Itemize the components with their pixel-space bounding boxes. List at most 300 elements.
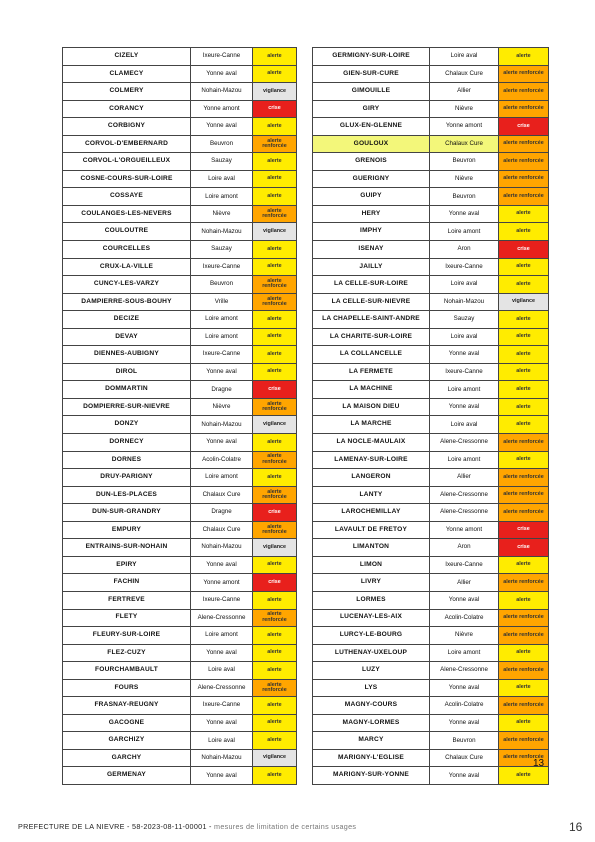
alert-level: vigilance [253,416,297,434]
commune-name: LAVAULT DE FRETOY [313,521,430,539]
table-row [63,469,297,487]
table-row [63,293,297,311]
alert-level: alerte [253,591,297,609]
basin-name: Ixeure-Canne [430,556,499,574]
commune-name: LA CHAPELLE-SAINT-ANDRE [313,311,430,329]
alert-level: alerte [253,153,297,171]
table-row [63,276,297,294]
table-row [63,398,297,416]
alert-level: alerte [253,258,297,276]
basin-name: Dragne [191,381,253,399]
alert-level: crise [253,381,297,399]
alert-level: crise [499,118,549,136]
commune-name: LA MARCHE [313,416,430,434]
commune-name: LA CELLE-SUR-LOIRE [313,276,430,294]
commune-name: CLAMECY [63,65,191,83]
commune-name: LA MACHINE [313,381,430,399]
alert-level: alerte renforcée [253,135,297,153]
table-row [313,170,549,188]
basin-name: Nièvre [430,627,499,645]
page-number: 13 [533,758,545,769]
table-row [313,346,549,364]
table-row [313,153,549,171]
commune-name: CORANCY [63,100,191,118]
commune-name: MARCY [313,732,430,750]
commune-name: DIENNES-AUBIGNY [63,346,191,364]
basin-name: Yonne amont [430,118,499,136]
table-row [63,170,297,188]
basin-name: Loire aval [430,328,499,346]
alert-level: alerte renforcée [499,504,549,522]
table-row [313,100,549,118]
commune-name: MARIGNY-SUR-YONNE [313,767,430,785]
basin-name: Nièvre [430,170,499,188]
alert-level: alerte [253,662,297,680]
alert-level: vigilance [253,223,297,241]
basin-name: Nièvre [191,398,253,416]
basin-name: Yonne aval [191,556,253,574]
commune-name: LAROCHEMILLAY [313,504,430,522]
table-row [63,258,297,276]
basin-name: Acolin-Colatre [430,609,499,627]
alert-level: alerte [499,311,549,329]
alert-level: alerte renforcée [499,100,549,118]
basin-name: Loire aval [191,732,253,750]
basin-name: Nohain-Mazou [430,293,499,311]
table-row [63,539,297,557]
commune-name: LIMANTON [313,539,430,557]
alert-level: alerte [253,346,297,364]
alert-level: alerte [499,381,549,399]
commune-name: LAMENAY-SUR-LOIRE [313,451,430,469]
basin-name: Aron [430,539,499,557]
basin-name: Acolin-Colatre [430,697,499,715]
table-row [63,135,297,153]
basin-name: Yonne aval [191,714,253,732]
alert-level: alerte renforcée [499,170,549,188]
commune-name: LA COLLANCELLE [313,346,430,364]
basin-name: Beuvron [430,732,499,750]
table-row [313,416,549,434]
alert-level: alerte [499,714,549,732]
basin-name: Beuvron [191,135,253,153]
basin-name: Alene-Cressonne [191,679,253,697]
alert-level: alerte renforcée [253,451,297,469]
basin-name: Yonne aval [191,767,253,785]
commune-name: DRUY-PARIGNY [63,469,191,487]
basin-name: Dragne [191,504,253,522]
commune-name: GUIPY [313,188,430,206]
table-row [313,486,549,504]
table-row [63,65,297,83]
basin-name: Yonne aval [430,714,499,732]
alert-level: alerte [253,714,297,732]
alert-level: crise [253,100,297,118]
table-row [313,48,549,66]
basin-name: Allier [430,83,499,101]
table-row [313,451,549,469]
alert-level: alerte renforcée [499,83,549,101]
commune-name: MAGNY-LORMES [313,714,430,732]
table-row [313,135,549,153]
table-row [63,363,297,381]
commune-table-right [312,47,549,785]
commune-name: CORVOL-D'EMBERNARD [63,135,191,153]
commune-name: LUTHENAY-UXELOUP [313,644,430,662]
table-row [313,65,549,83]
table-row [313,223,549,241]
basin-name: Alene-Cressonne [430,434,499,452]
basin-name: Nohain-Mazou [191,416,253,434]
basin-name: Alene-Cressonne [430,504,499,522]
alert-level: alerte renforcée [253,486,297,504]
alert-level: alerte renforcée [499,135,549,153]
table-row [63,346,297,364]
alert-level: alerte renforcée [499,486,549,504]
basin-name: Loire amont [191,627,253,645]
basin-name: Ixeure-Canne [430,363,499,381]
basin-name: Ixeure-Canne [191,346,253,364]
commune-name: JAILLY [313,258,430,276]
basin-name: Beuvron [430,188,499,206]
basin-name: Alene-Cressonne [430,486,499,504]
basin-name: Sauzay [430,311,499,329]
commune-name: GERMENAY [63,767,191,785]
alert-level: alerte [253,644,297,662]
commune-name: GIMOUILLE [313,83,430,101]
commune-name: CORBIGNY [63,118,191,136]
footer-main: PREFECTURE DE LA NIEVRE - 58-2023-08-11-00001 - [18,822,215,831]
table-row [63,381,297,399]
commune-name: LIVRY [313,574,430,592]
alert-level: alerte renforcée [499,469,549,487]
alert-level: alerte [499,679,549,697]
alert-level: alerte renforcée [253,205,297,223]
table-row [63,416,297,434]
alert-level: alerte [253,697,297,715]
table-row [313,749,549,767]
basin-name: Loire amont [430,644,499,662]
basin-name: Nohain-Mazou [191,83,253,101]
commune-name: LA FERMETE [313,363,430,381]
commune-name: GRENOIS [313,153,430,171]
table-row [63,521,297,539]
table-row [63,767,297,785]
commune-name: EMPURY [63,521,191,539]
alert-level: alerte [499,328,549,346]
basin-name: Loire amont [191,328,253,346]
commune-name: LURCY-LE-BOURG [313,627,430,645]
basin-name: Yonne amont [430,521,499,539]
commune-name: GUERIGNY [313,170,430,188]
commune-name: COSSAYE [63,188,191,206]
table-row [313,539,549,557]
table-row [63,697,297,715]
basin-name: Allier [430,469,499,487]
footer-sub: mesures de limitation de certains usages [214,822,357,831]
alert-level: alerte renforcée [253,398,297,416]
commune-name: GIEN-SUR-CURE [313,65,430,83]
table-row [63,223,297,241]
commune-name: DUN-SUR-GRANDRY [63,504,191,522]
table-row [313,697,549,715]
basin-name: Loire amont [430,451,499,469]
table-row [313,627,549,645]
table-row [63,486,297,504]
commune-name: LANTY [313,486,430,504]
basin-name: Yonne aval [430,346,499,364]
alert-level: alerte renforcée [499,609,549,627]
commune-name: DOMPIERRE-SUR-NIEVRE [63,398,191,416]
table-row [313,381,549,399]
basin-name: Nièvre [430,100,499,118]
basin-name: Loire amont [191,469,253,487]
alert-level: alerte [499,258,549,276]
basin-name: Beuvron [191,276,253,294]
basin-name: Ixeure-Canne [191,697,253,715]
table-row [313,188,549,206]
commune-name: DORNES [63,451,191,469]
commune-name: COSNE-COURS-SUR-LOIRE [63,170,191,188]
table-row [63,48,297,66]
table-row [313,504,549,522]
alert-level: alerte renforcée [253,679,297,697]
table-row [313,363,549,381]
alert-level: alerte [499,363,549,381]
commune-name: COURCELLES [63,241,191,259]
table-row [313,556,549,574]
commune-name: LA CELLE-SUR-NIEVRE [313,293,430,311]
table-row [313,311,549,329]
alert-level: alerte [499,556,549,574]
table-row [63,100,297,118]
table-row [313,469,549,487]
basin-name: Alene-Cressonne [430,662,499,680]
table-row [63,732,297,750]
commune-name: EPIRY [63,556,191,574]
commune-name: FACHIN [63,574,191,592]
table-row [313,521,549,539]
footer-text [18,822,356,831]
basin-name: Loire amont [430,223,499,241]
basin-name: Chalaux Cure [430,749,499,767]
basin-name: Ixeure-Canne [191,48,253,66]
alert-level: alerte [499,223,549,241]
alert-level: vigilance [253,749,297,767]
basin-name: Chalaux Cure [191,486,253,504]
commune-name: GARCHY [63,749,191,767]
basin-name: Yonne aval [191,434,253,452]
table-row [63,591,297,609]
commune-name: DAMPIERRE-SOUS-BOUHY [63,293,191,311]
alert-level: alerte [253,627,297,645]
commune-name: FERTREVE [63,591,191,609]
table-row [63,83,297,101]
alert-level: alerte renforcée [253,609,297,627]
table-row [63,574,297,592]
basin-name: Ixeure-Canne [191,591,253,609]
table-row [63,556,297,574]
basin-name: Nièvre [191,205,253,223]
basin-name: Loire amont [191,188,253,206]
alert-level: alerte renforcée [499,188,549,206]
table-row [313,644,549,662]
alert-level: alerte [253,48,297,66]
table-row [313,241,549,259]
commune-name: DEVAY [63,328,191,346]
basin-name: Loire amont [430,381,499,399]
table-row [63,609,297,627]
basin-name: Yonne aval [430,205,499,223]
basin-name: Aron [430,241,499,259]
commune-name: FRASNAY-REUGNY [63,697,191,715]
alert-level: alerte renforcée [253,521,297,539]
table-row [313,662,549,680]
commune-name: CIZELY [63,48,191,66]
table-row [313,767,549,785]
basin-name: Yonne amont [191,100,253,118]
basin-name: Yonne aval [191,118,253,136]
commune-name: DONZY [63,416,191,434]
table-row [313,83,549,101]
alert-level: alerte renforcée [499,153,549,171]
table-row [313,434,549,452]
commune-name: IMPHY [313,223,430,241]
table-row [63,241,297,259]
commune-name: LYS [313,679,430,697]
table-row [313,118,549,136]
commune-name: MAGNY-COURS [313,697,430,715]
alert-level: alerte renforcée [499,697,549,715]
table-row [313,732,549,750]
alert-level: alerte [499,346,549,364]
basin-name: Yonne aval [191,363,253,381]
alert-level: alerte [253,118,297,136]
commune-name: GERMIGNY-SUR-LOIRE [313,48,430,66]
alert-level: alerte renforcée [499,434,549,452]
basin-name: Allier [430,574,499,592]
alert-level: alerte [253,311,297,329]
commune-name: LUZY [313,662,430,680]
basin-name: Loire aval [430,48,499,66]
basin-name: Yonne aval [191,65,253,83]
alert-level: alerte [499,767,549,785]
alert-level: crise [499,241,549,259]
alert-level: alerte [253,556,297,574]
table-row [313,205,549,223]
alert-level: alerte [253,328,297,346]
basin-name: Loire aval [430,276,499,294]
basin-name: Ixeure-Canne [430,258,499,276]
commune-name: LA NOCLE-MAULAIX [313,434,430,452]
commune-name: DORNECY [63,434,191,452]
commune-name: COULANGES-LES-NEVERS [63,205,191,223]
alert-level: alerte [253,732,297,750]
basin-name: Yonne aval [430,767,499,785]
table-row [313,293,549,311]
table-row [63,627,297,645]
table-row [63,153,297,171]
alert-level: alerte [499,48,549,66]
table-row [63,205,297,223]
commune-name: COLMERY [63,83,191,101]
table-row [313,276,549,294]
basin-name: Beuvron [430,153,499,171]
basin-name: Loire aval [191,662,253,680]
alert-level: alerte [499,205,549,223]
basin-name: Loire aval [191,170,253,188]
alert-level: alerte renforcée [499,749,549,767]
basin-name: Nohain-Mazou [191,223,253,241]
commune-name: LANGERON [313,469,430,487]
basin-name: Alene-Cressonne [191,609,253,627]
alert-level: vigilance [253,539,297,557]
basin-name: Loire amont [191,311,253,329]
commune-rows-left [63,48,297,785]
alert-level: alerte [253,434,297,452]
basin-name: Yonne aval [430,591,499,609]
alert-level: alerte [253,767,297,785]
table-row [63,188,297,206]
commune-name: DECIZE [63,311,191,329]
commune-name: CUNCY-LES-VARZY [63,276,191,294]
basin-name: Vrille [191,293,253,311]
table-row [313,679,549,697]
table-row [63,679,297,697]
corner-page-number: 16 [569,820,583,834]
basin-name: Yonne amont [191,574,253,592]
commune-name: MARIGNY-L'EGLISE [313,749,430,767]
table-row [63,451,297,469]
commune-name: GARCHIZY [63,732,191,750]
alert-level: alerte renforcée [499,65,549,83]
commune-table-left [62,47,297,785]
table-row [63,714,297,732]
commune-name: ISENAY [313,241,430,259]
table-row [63,118,297,136]
alert-level: alerte [499,644,549,662]
alert-level: alerte [499,398,549,416]
commune-name: GIRY [313,100,430,118]
table-row [313,714,549,732]
table-row [313,328,549,346]
alert-level: alerte renforcée [499,732,549,750]
basin-name: Yonne aval [430,679,499,697]
basin-name: Nohain-Mazou [191,749,253,767]
alert-level: alerte [499,416,549,434]
table-row [313,258,549,276]
alert-level: alerte [253,241,297,259]
alert-level: crise [253,504,297,522]
alert-level: alerte renforcée [253,293,297,311]
table-row [313,609,549,627]
table-row [63,644,297,662]
table-row [63,749,297,767]
commune-name: LA CHARITE-SUR-LOIRE [313,328,430,346]
commune-name: FLEZ-CUZY [63,644,191,662]
commune-name: LIMON [313,556,430,574]
alert-level: alerte [499,451,549,469]
commune-name: FOURS [63,679,191,697]
commune-name: FOURCHAMBAULT [63,662,191,680]
basin-name: Chalaux Cure [430,65,499,83]
alert-level: vigilance [253,83,297,101]
basin-name: Acolin-Colatre [191,451,253,469]
commune-name: GOULOUX [313,135,430,153]
alert-level: crise [253,574,297,592]
alert-level: alerte [253,170,297,188]
alert-level: alerte [253,188,297,206]
